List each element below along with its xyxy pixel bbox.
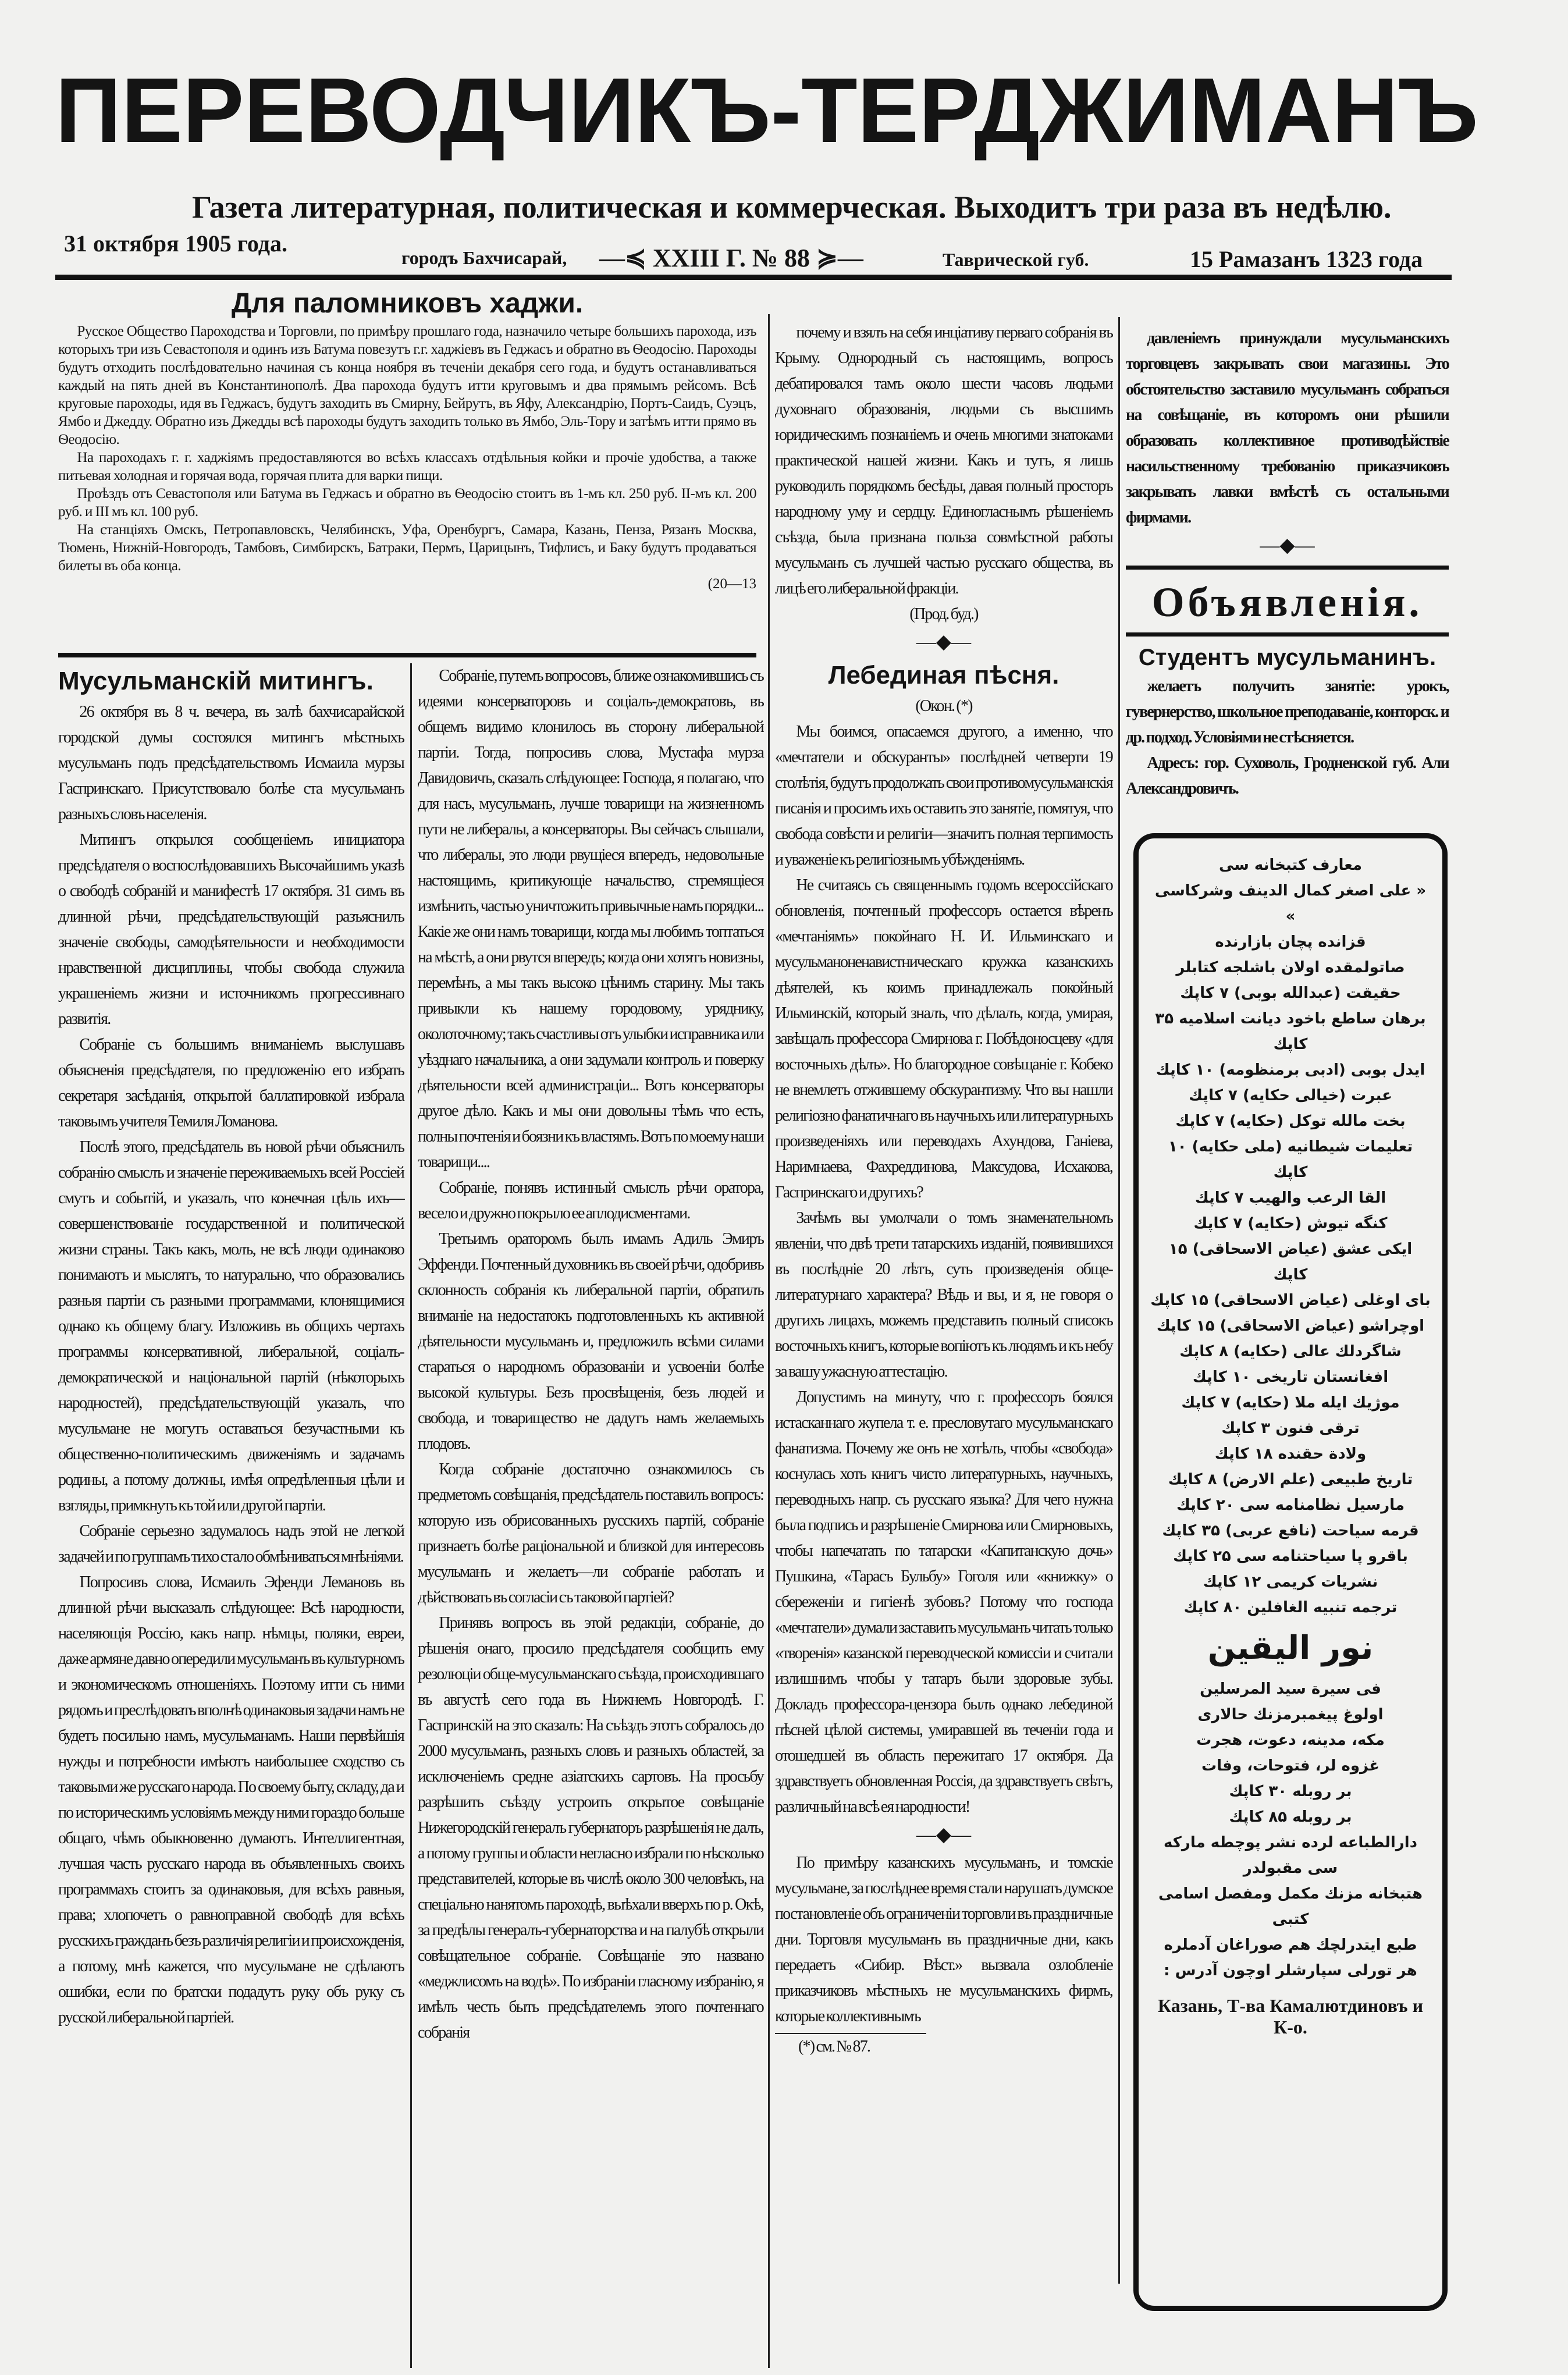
- student-ad-text: желаетъ получить занятіе: урокъ, гувернерство, школьное преподаваніе, конторск. и др. подход. Условіями не стѣсняется.: [1126, 677, 1449, 746]
- ad-line: صاتولمقده اولان باشلجه كتابلر: [1176, 959, 1405, 976]
- paragraph: На станціяхъ Омскъ, Петропавловскъ, Челябинскъ, Уфа, Оренбургъ, Самара, Казань, Пенза, Рязанъ Москва, Тюмень, Нижній-Новгородъ, Тамбовъ, Симбирскъ, Батраки, Пермъ, Царицынъ, Тифлисъ, и Баку будутъ продаваться билеты въ оба конца.: [58, 522, 756, 574]
- ad-line: « على اصغر كمال الدينف وشركاسى »: [1154, 882, 1427, 925]
- footnote: (*) см. № 87.: [775, 2033, 926, 2060]
- column-rule: [1118, 317, 1120, 2284]
- pilgrims-title: Для паломниковъ хаджи.: [231, 288, 584, 319]
- masthead: [55, 41, 1478, 180]
- student-ad-address: Адресъ: гор. Суховоль, Гродненской губ. Али Александровичъ.: [1126, 754, 1449, 798]
- divider: [1126, 566, 1449, 570]
- masthead-rule: [55, 275, 1452, 280]
- pilgrims-body: [58, 322, 756, 575]
- newspaper-title: ПЕРЕВОДЧИКЪ-ТЕРДЖИМАНЪ: [55, 59, 1478, 162]
- ad-line: موژيك ايله ملا (حكايه) ۷ كاپك: [1181, 1394, 1400, 1412]
- ad-line: ترجمه تنبيه الغافلين ۸۰ كاپك: [1183, 1599, 1398, 1616]
- province: Таврической губ.: [943, 249, 1089, 270]
- city: городъ Бахчисарай,: [401, 247, 567, 268]
- ads-title: Объявленія.: [1151, 579, 1423, 625]
- bookshop-advertisement: [1133, 833, 1448, 2311]
- hijri-date: 15 Рамазанъ 1323 года: [1190, 246, 1423, 272]
- meeting-body: [58, 699, 404, 2031]
- paragraph: Зачѣмъ вы умолчали о томъ знаменательномъ явленіи, что двѣ трети татарскихъ изданій, появившихся въ послѣдніе 20 лѣтъ, суть произведенія обще-литературнаго характера? Вѣдь и вы, и я, не говоря о другихъ лицахъ, можемъ представить полный списокъ восточныхъ книгъ, которые вопіютъ къ людямъ и къ небу за вашу ужасную аттестацію.: [775, 1209, 1112, 1381]
- paragraph: Собраніе, путемъ вопросовъ, ближе ознакомившись съ идеями консерваторовъ и соціалъ-демократовъ, въ общемъ видимо клонилось въ сторону либеральной партіи. Тогда, попросивъ слова, Мустафа мурза Давидовичъ, сказалъ слѣдующее: Господа, я полагаю, что для насъ, мусульманъ, лучше товарищи на жизненномъ пути не либералы, а консерваторы. Вы сейчасъ слышали, что либералы, это люди рвущіеся впередъ, недовольные настоящимъ, критикующіе начальство, стремящіеся измѣнить, частью уничтожить привычные намъ порядки... Какіе же они намъ товарищи, когда мы любимъ топтаться на мѣстѣ, а они рвутся впередъ; когда они хотятъ новизны, перемѣнъ, а мы такъ высоко цѣнимъ старину. Мы такъ привыкли къ нашему городовому, уряднику, околоточному; такъ счастливы отъ улыбки исправника или уѣзднаго начальника, а они задумали контроль и поверку дѣятельности всей администраціи... Вотъ консерваторы другое дѣло. Какъ и мы они довольны тѣмъ что есть, полны почтенія и боязни къ властямъ. Вотъ по моему наши товарищи....: [418, 667, 763, 1171]
- ad-address: Казань, Т-ва Камалютдиновъ и К-о.: [1157, 1995, 1424, 2038]
- ad-headline: نور اليقين: [1207, 1629, 1374, 1667]
- ad-line: شاگردلك عالى (حكايه) ۸ كاپك: [1179, 1343, 1402, 1360]
- ad-line: اوچراشو (عياض الاسحاقى) ۱۵ كاپك: [1156, 1317, 1425, 1335]
- divider: [1126, 632, 1449, 637]
- ad-line: مارسيل نظامنامه سى ۲۰ كاپك: [1176, 1496, 1405, 1514]
- pilgrims-ref: (20—13: [707, 576, 756, 592]
- ornament-divider: —◆—: [916, 631, 972, 653]
- paragraph: Собраніе съ большимъ вниманіемъ выслушавъ объясненія предсѣдателя, по предложенію его избрать секретаря засѣданія, открытой баллатировкой избрала таковымъ учителя Темиля Ломанова.: [58, 1036, 404, 1130]
- paragraph: 26 октября въ 8 ч. вечера, въ залѣ бахчисарайской городской думы состоялся митингъ мѣстныхъ мусульманъ подъ предсѣдательствомъ Исмаила мурзы Гаспринскаго. Присутствовало болѣе ста мусульманъ разныхъ словъ населенія.: [58, 703, 404, 823]
- paragraph: Собраніе, понявъ истинный смыслъ рѣчи оратора, весело и дружно покрыло ее аплодисментами.: [418, 1179, 763, 1222]
- paragraph: Проѣздъ отъ Севастополя или Батума въ Геджасъ и обратно въ Ѳеодосію стоитъ въ 1-мъ кл. 250 руб. II-мъ кл. 200 руб. и III мъ кл. 100 руб.: [58, 486, 756, 520]
- ornament-divider: —◆—: [1260, 535, 1315, 556]
- meeting-continuation: [418, 663, 763, 2046]
- swan-song-note: (Окон. (*): [915, 697, 972, 715]
- student-ad-title: Студентъ мусульманинъ.: [1138, 645, 1437, 670]
- ad-line: باقرو پا سياحتنامه سى ۲۵ كاپك: [1173, 1548, 1408, 1565]
- ad-line: ولادة حقنده ۱۸ كاپك: [1214, 1445, 1367, 1463]
- ad-line: برهان ساطع باخود ديانت اسلاميه ۳۵ كاپك: [1155, 1010, 1426, 1053]
- ad-line: القا الرعب والهيب ۷ كاپك: [1194, 1189, 1386, 1207]
- paragraph: Третьимъ ораторомъ былъ имамъ Адиль Эмиръ Эффенди. Почтенный духовникъ въ своей рѣчи, одобривъ склонность собранія къ либеральной партіи, обратилъ вниманіе на недостатокъ подготовленныхъ къ активной дѣятельности мусульманъ и, предложилъ всѣми силами стараться о народномъ образованіи и усвоеніи болѣе высокой культуры. Безъ просвѣщенія, безъ людей и свобода, и товарищество не дадутъ намъ желаемыхъ плодовъ.: [418, 1230, 763, 1453]
- ad-line: بخت مالله توكل (حكايه) ۷ كاپك: [1175, 1112, 1406, 1130]
- ad-line: باى اوغلى (عياض الاسحاقى) ۱۵ كاپك: [1150, 1292, 1431, 1309]
- pilgrims-notice: [58, 285, 756, 593]
- ad-line: هر تورلى سپارشلر اوچون آدرس :: [1164, 1962, 1417, 1979]
- column-4: [1126, 326, 1449, 802]
- meeting-title: Мусульманскій митингъ.: [58, 667, 374, 695]
- ad-line: افغانستان تاريخى ۱۰ كاپك: [1192, 1368, 1389, 1386]
- ad-line: ايدل بوبى (ادبى برمنظومه) ۱۰ كاپك: [1155, 1061, 1425, 1079]
- paragraph: Русское Общество Пароходства и Торговли, по примѣру прошлаго года, назначило четыре большихъ парохода, изъ которыхъ три изъ Севастополя и одинъ изъ Батума повезутъ г.г. хаджіевъ въ Геджасъ и обратно въ Ѳеодосію. Пароходы будутъ отходить послѣдовательно начиная съ конца ноября въ теченіи декабря сего года, и будутъ останавливаться каждый на пять дней въ Константинополѣ. Два парохода будутъ итти круговымъ и два прямымъ рейсомъ. Всѣ круговые пароходы, идя въ Геджасъ, будутъ заходить въ Смирну, Бейрутъ, въ Яфу, Александрію, Портъ-Саидъ, Суэцъ, Ямбо и Джедду. Обратно изъ Джедды всѣ пароходы будутъ заходить только въ Ямбо, Эль-Тору и затѣмъ итти прямо въ Ѳеодосію.: [58, 323, 756, 447]
- column-3: [775, 320, 1112, 2060]
- divider: [58, 653, 756, 657]
- ad-line: كنگه تيوش (حكايه) ۷ كاپك: [1193, 1215, 1388, 1232]
- paragraph: Собраніе серьезно задумалось надъ этой не легкой задачей и по группамъ тихо стало обмѣниваться мнѣніями.: [58, 1522, 404, 1566]
- ad-line: فى سيرة سيد المرسلين: [1200, 1680, 1381, 1698]
- ad-line: اولوغ پيغمبرمزنك حالارى: [1197, 1706, 1384, 1723]
- ad-line: طبع ايتدرلچك هم صوراغان آدملره: [1164, 1936, 1417, 1954]
- ad-line: تاريخ طبيعى (علم الارض) ۸ كاپك: [1168, 1471, 1413, 1488]
- ad-line: غزوه لر، فتوحات، وفات: [1201, 1757, 1379, 1775]
- ad-line: دارالطباعه لرده نشر پوچطه ماركه سى مقبولدر: [1164, 1834, 1417, 1877]
- ad-line: قرمه سياحت (نافع عربى) ۳۵ كاپك: [1162, 1522, 1419, 1540]
- ad-line: قزانده پچان بازارنده: [1215, 933, 1366, 951]
- paragraph: По примѣру казанскихъ мусульманъ, и томскіе мусульмане, за послѣднее время стали нарушать думское постановленіе объ ограниченіи торговли въ праздничные дни. Торговля мусульманъ въ праздничные дни, какъ передаетъ «Сибир. Вѣст.» вызвала озлобленіе приказчиковъ мѣстныхъ не мусульманскихъ фирмъ, которые коллективнымъ: [775, 1854, 1112, 2025]
- ad-line: بر روبله ۸۵ كاپك: [1229, 1808, 1352, 1826]
- meeting-article: [58, 663, 763, 2046]
- paragraph: Мы боимся, опасаемся другого, а именно, что «мечтатели и обскуранты» послѣдней четверти 19 столѣтія, будутъ продолжать свои противомусульманскія писанія и просимъ ихъ оставить это занятіе, помятуя, что свобода совѣсти и религіи—значитъ полная терпимость и уваженіе къ религіознымъ убѣжденіямъ.: [775, 723, 1112, 869]
- paragraph: Послѣ этого, предсѣдатель въ новой рѣчи объяснилъ собранію смыслъ и значеніе переживаемыхъ всей Россіей смутъ и событій, и указалъ, что конечная цѣль ихъ—совершенствованіе государственной и политической жизни страны. Такъ какъ, молъ, не всѣ люди одинаково понимаютъ и мыслятъ, то натурально, что образовались разныя партіи съ разными программами, клонящимися однако къ общему благу. Изложивъ въ общихъ чертахъ программы консервативной, либеральной, соціалъ-демократической и національной партій (нѣкоторыхъ народностей), предсѣдательствующій указалъ, что мусульмане не могутъ оставаться безучастными къ общественно-политическимъ движеніямъ и задачамъ родины, а потому должны, имѣя опредѣленныя цѣли и взгляды, примкнуть къ той или другой партіи.: [58, 1138, 404, 1514]
- paragraph: давленіемъ принуждали мусульманскихъ торговцевъ закрывать свои магазины. Это обстоятельство заставило мусульманъ собраться на совѣщаніе, въ которомъ они рѣшили образовать коллективное противодѣйствіе насильственному требованію приказчиковъ закрывать лавки вмѣстѣ съ остальными фирмами.: [1126, 329, 1449, 527]
- ad-line: نشريات كريمى ۱۲ كاپك: [1203, 1573, 1378, 1591]
- ad-line: مكه، مدينه، دعوت، هجرت: [1196, 1732, 1385, 1749]
- ad-line: تعليمات شيطانيه (ملى حكايه) ۱۰ كاپك: [1168, 1138, 1413, 1181]
- paragraph: На пароходахъ г. г. хаджіямъ предоставляются во всѣхъ классахъ отдѣльныя койки и прочіе удобства, а также питьевая холодная и горячая вода, горячая плита для варки пищи.: [58, 450, 756, 483]
- ad-line: معارف كتبخانه سى: [1218, 856, 1363, 874]
- ad-line: ترقى فنون ۳ كاپك: [1221, 1420, 1360, 1437]
- ad-line: حقيقت (عبدالله بوبى) ۷ كاپك: [1180, 984, 1401, 1002]
- paragraph: Не считаясь съ священнымъ годомъ всероссійскаго обновленія, почтенный профессоръ остается вѣренъ «мечтаніямъ» покойнаго Н. И. Ильминскаго и мусульманоненавистническаго кружка казанскихъ дѣятелей, къ коимъ принадлежалъ покойный Ильминскій, который зналъ, что дѣлалъ, когда, умирая, завѣщалъ профессора Смирнова г. Побѣдоносцеву «для восточныхъ дѣлъ». Но благородное совѣщаніе г. Кобеко не внемлетъ отжившему обскурантизму. Что вы нашли религіозно фанатичнаго въ научныхъ или литературныхъ произведеніяхъ или переводахъ Ахундова, Ганіева, Наримнаева, Фахреддинова, Максудова, Исхакова, Гаспринскаго и другихъ?: [775, 876, 1112, 1201]
- continued-note: (Прод. буд.): [909, 605, 978, 623]
- ad-line: هتبخانه مزنك مكمل ومفصل اسامى كتبى: [1158, 1885, 1423, 1928]
- issue-number: —≼ XXIII Г. № 88 ≽—: [599, 244, 863, 272]
- paragraph: Допустимъ на минуту, что г. профессоръ боялся истасканнаго жупела т. е. пресловутаго мусульманскаго фанатизма. Почему же онъ не хотѣлъ, чтобы «свобода» коснулась хоть книгъ чисто литературныхъ, научныхъ, переводныхъ напр. съ русскаго языка? Для чего нужна была подпись и разрѣшеніе Смирнова или Смирновыхъ, чтобы напечатать по татарски «Капитанскую дочь» Пушкина, «Тарасъ Бульбу» Гоголя или «книжку» о сбереженіи и гигіенѣ зубовъ? Потому что господа «мечтатели» думали заставить мусульманъ читать только «творенія» казанской переводческой комиссіи и считали излишнимъ чтобы у татаръ были здоровые зубы. Докладъ профессора-цензора былъ однако лебединой пѣсней цѣлой системы, умиравшей въ теченіи года и отошедшей въ область пережитаго 17 октября. Да здравствуетъ обновленная Россія, да здравствуетъ свѣтъ, различный на всѣ ея народности!: [775, 1388, 1112, 1816]
- paragraph: Когда собраніе достаточно ознакомилось съ предметомъ совѣщанія, предсѣдатель поставилъ вопросъ: которую изъ обрисованныхъ русскихъ партій, собраніе признаетъ болѣе раціональной и близкой для интересовъ мусульманъ и желаетъ—ли собраніе работать и дѣйствовать въ согласіи съ таковой партіей?: [418, 1460, 763, 1606]
- paragraph: Попросивъ слова, Исмаилъ Эфенди Лемановъ въ длинной рѣчи высказалъ слѣдующее: Всѣ народности, населяющія Россію, какъ напр. нѣмцы, поляки, евреи, даже армяне давно опередили мусульманъ въ культурномъ и экономическомъ отношеніяхъ. Поэтому итти съ ними рядомъ и преслѣдовать вполнѣ одинаковыя задачи намъ не будетъ посильно намъ, мусульманамъ. Наши первѣйшія нужды и потребности имѣютъ наибольшее сходство съ таковыми же русскаго народа. По своему быту, складу, да и по историческимъ условіямъ между ними гораздо больше общаго, чѣмъ обыкновенно думаютъ. Интеллигентная, лучшая часть русскаго народа въ объявленныхъ своихъ программахъ стоитъ за одинаковыя, для всѣхъ равныя, права; хлопочетъ о равноправной свободѣ для всѣхъ русскихъ гражданъ безъ различія религіи и происхожденія, а потому, мнѣ кажется, что мусульмане не сдѣлаютъ ошибки, если по братски подадутъ руку объ руку съ русской либеральной партіей.: [58, 1573, 404, 2026]
- paragraph: почему и взялъ на себя инціативу перваго собранія въ Крыму. Однородный съ настоящимъ, вопросъ дебатировался тамъ около шести часовъ людьми духовнаго образованія, людьми съ высшимъ юридическимъ познаніемъ и очень многими знатоками практической нашей жизни. Какъ и тутъ, я лишь руководилъ порядкомъ бесѣды, давая полный просторъ народному уму и сердцу. Единогласнымъ рѣшеніемъ съѣзда, была признана польза совмѣстной работы мусульманъ съ лучшей частью русскаго общества, въ лицѣ его либеральной фракціи.: [775, 323, 1112, 598]
- paragraph: Принявъ вопросъ въ этой редакціи, собраніе, до рѣшенія онаго, просило предсѣдателя сообщить ему резолюціи обще-мусульманскаго съѣзда, происходившаго въ августѣ сего года въ Нижнемъ Новгородѣ. Г. Гаспринскій на это сказалъ: На съѣздъ этотъ собралось до 2000 мусульманъ, разныхъ словъ и разныхъ областей, за исключеніемъ средне азіатскихъ сартовъ. На просьбу разрѣшить съѣзду устроить открытое совѣщаніе Нижегородскій генералъ губернаторъ разрѣшенія не далъ, а потому группы и области негласно избрали по нѣсколько представителей, которые въ числѣ около 300 человѣкъ, на спеціально нанятомъ пароходѣ, выѣхали вверхъ по р. Окѣ, за предѣлы генералъ-губернаторства и на палубѣ открыли совѣщательное собраніе. Совѣщаніе это названо «меджлисомъ на водѣ». По избраніи гласному избранію, я имѣлъ честь быть предсѣдателемъ этого почтеннаго собранія: [418, 1614, 763, 2042]
- paragraph: Митингъ открылся сообщеніемъ инициатора предсѣдателя о воспослѣдовавшихъ Высочайшимъ указѣ о свободѣ собраній и манифестѣ 17 октября. 31 симъ въ длинной рѣчи, предсѣдательствующій разъяснилъ значеніе свободы, самодѣятельности и необходимости нравственной дисциплины, чтобы свобода служила украшеніемъ жизни и источникомъ прогрессивнаго развитія.: [58, 831, 404, 1028]
- newspaper-subtitle: Газета литературная, политическая и коммерческая. Выходитъ три раза въ недѣлю.: [192, 190, 1392, 225]
- issue-date: 31 октября 1905 года.: [64, 230, 287, 257]
- ad-line: ايكى عشق (عياض الاسحاقى) ۱۵ كاپك: [1168, 1240, 1413, 1284]
- column-rule: [768, 314, 770, 2368]
- ornament-divider: —◆—: [916, 1824, 972, 1846]
- swan-song-title: Лебединая пѣсня.: [828, 661, 1059, 689]
- ad-line: بر روبله ۳۰ كاپك: [1229, 1783, 1352, 1800]
- ad-line: عبرت (خيالى حكايه) ۷ كاپك: [1189, 1087, 1392, 1104]
